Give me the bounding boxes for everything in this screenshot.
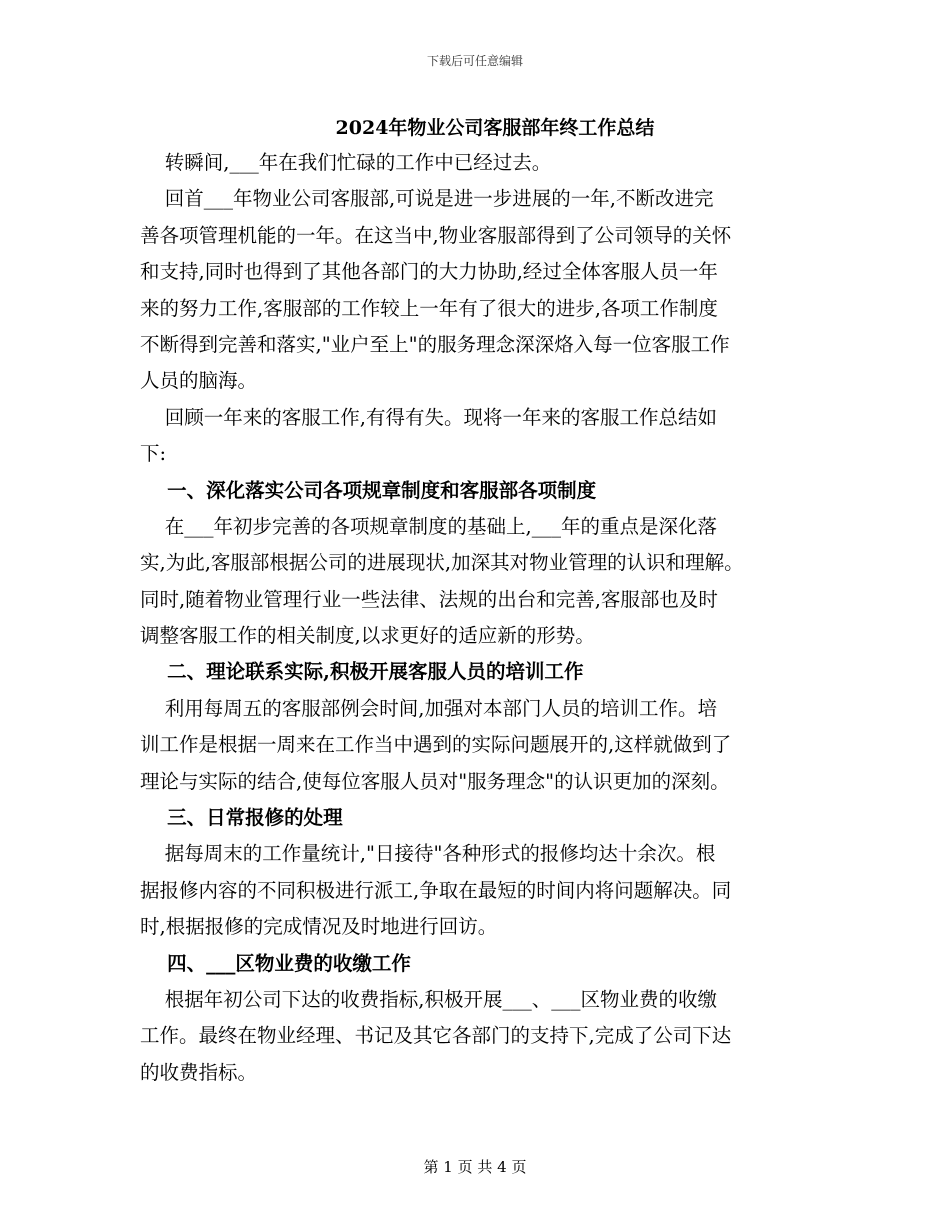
paragraph-line: 下: — [140, 442, 167, 466]
header-note: 下载后可任意编辑 — [426, 54, 523, 68]
section-heading-line: 三、日常报修的处理 — [140, 806, 343, 830]
section-heading-line: 二、理论联系实际,积极开展客服人员的培训工作 — [140, 660, 584, 684]
document-title: 2024年物业公司客服部年终工作总结 — [335, 117, 655, 139]
document-body — [140, 145, 810, 1091]
paragraph-line: 训工作是根据一周来在工作当中遇到的实际问题展开的,这样就做到了 — [140, 733, 732, 757]
page-footer: 第 1 页 共 4 页 — [423, 1158, 527, 1176]
paragraph-line: 善各项管理机能的一年。在这当中,物业客服部得到了公司领导的关怀 — [140, 223, 732, 247]
paragraph-line: 不断得到完善和落实,"业户至上"的服务理念深深烙入每一位客服工作 — [140, 332, 730, 356]
paragraph-line: 利用每周五的客服部例会时间,加强对本部门人员的培训工作。培 — [140, 696, 717, 720]
paragraph-line: 根据年初公司下达的收费指标,积极开展___、___区物业费的收缴 — [140, 987, 717, 1011]
paragraph-line: 据报修内容的不同积极进行派工,争取在最短的时间内将问题解决。同 — [140, 878, 732, 902]
paragraph-line: 调整客服工作的相关制度,以求更好的适应新的形势。 — [140, 624, 595, 648]
paragraph-line: 和支持,同时也得到了其他各部门的大力协助,经过全体客服人员一年 — [140, 260, 718, 284]
paragraph-line: 工作。最终在物业经理、书记及其它各部门的支持下,完成了公司下达 — [140, 1024, 732, 1048]
section-heading-line: 四、___区物业费的收缴工作 — [140, 951, 411, 975]
paragraph-line: 时,根据报修的完成情况及时地进行回访。 — [140, 915, 498, 939]
paragraph-line: 来的努力工作,客服部的工作较上一年有了很大的进步,各项工作制度 — [140, 296, 718, 320]
paragraph-line: 转瞬间,___年在我们忙碌的工作中已经过去。 — [140, 151, 552, 174]
paragraph-line: 据每周末的工作量统计,"日接待"各种形式的报修均达十余次。根 — [140, 842, 716, 866]
section-heading-line: 一、深化落实公司各项规章制度和客服部各项制度 — [140, 478, 597, 502]
paragraph-line: 实,为此,客服部根据公司的进展现状,加深其对物业管理的认识和理解。 — [140, 551, 744, 575]
paragraph-line: 的收费指标。 — [140, 1060, 258, 1084]
paragraph-line: 在___年初步完善的各项规章制度的基础上,___年的重点是深化落 — [140, 514, 717, 538]
paragraph-line: 同时,随着物业管理行业一些法律、法规的出台和完善,客服部也及时 — [140, 587, 718, 611]
paragraph-line: 人员的脑海。 — [140, 369, 258, 393]
paragraph-line: 回顾一年来的客服工作,有得有失。现将一年来的客服工作总结如 — [140, 405, 717, 429]
paragraph-line: 回首___年物业公司客服部,可说是进一步进展的一年,不断改进完 — [140, 187, 714, 211]
paragraph-line: 理论与实际的结合,使每位客服人员对"服务理念"的认识更加的深刻。 — [140, 769, 730, 793]
